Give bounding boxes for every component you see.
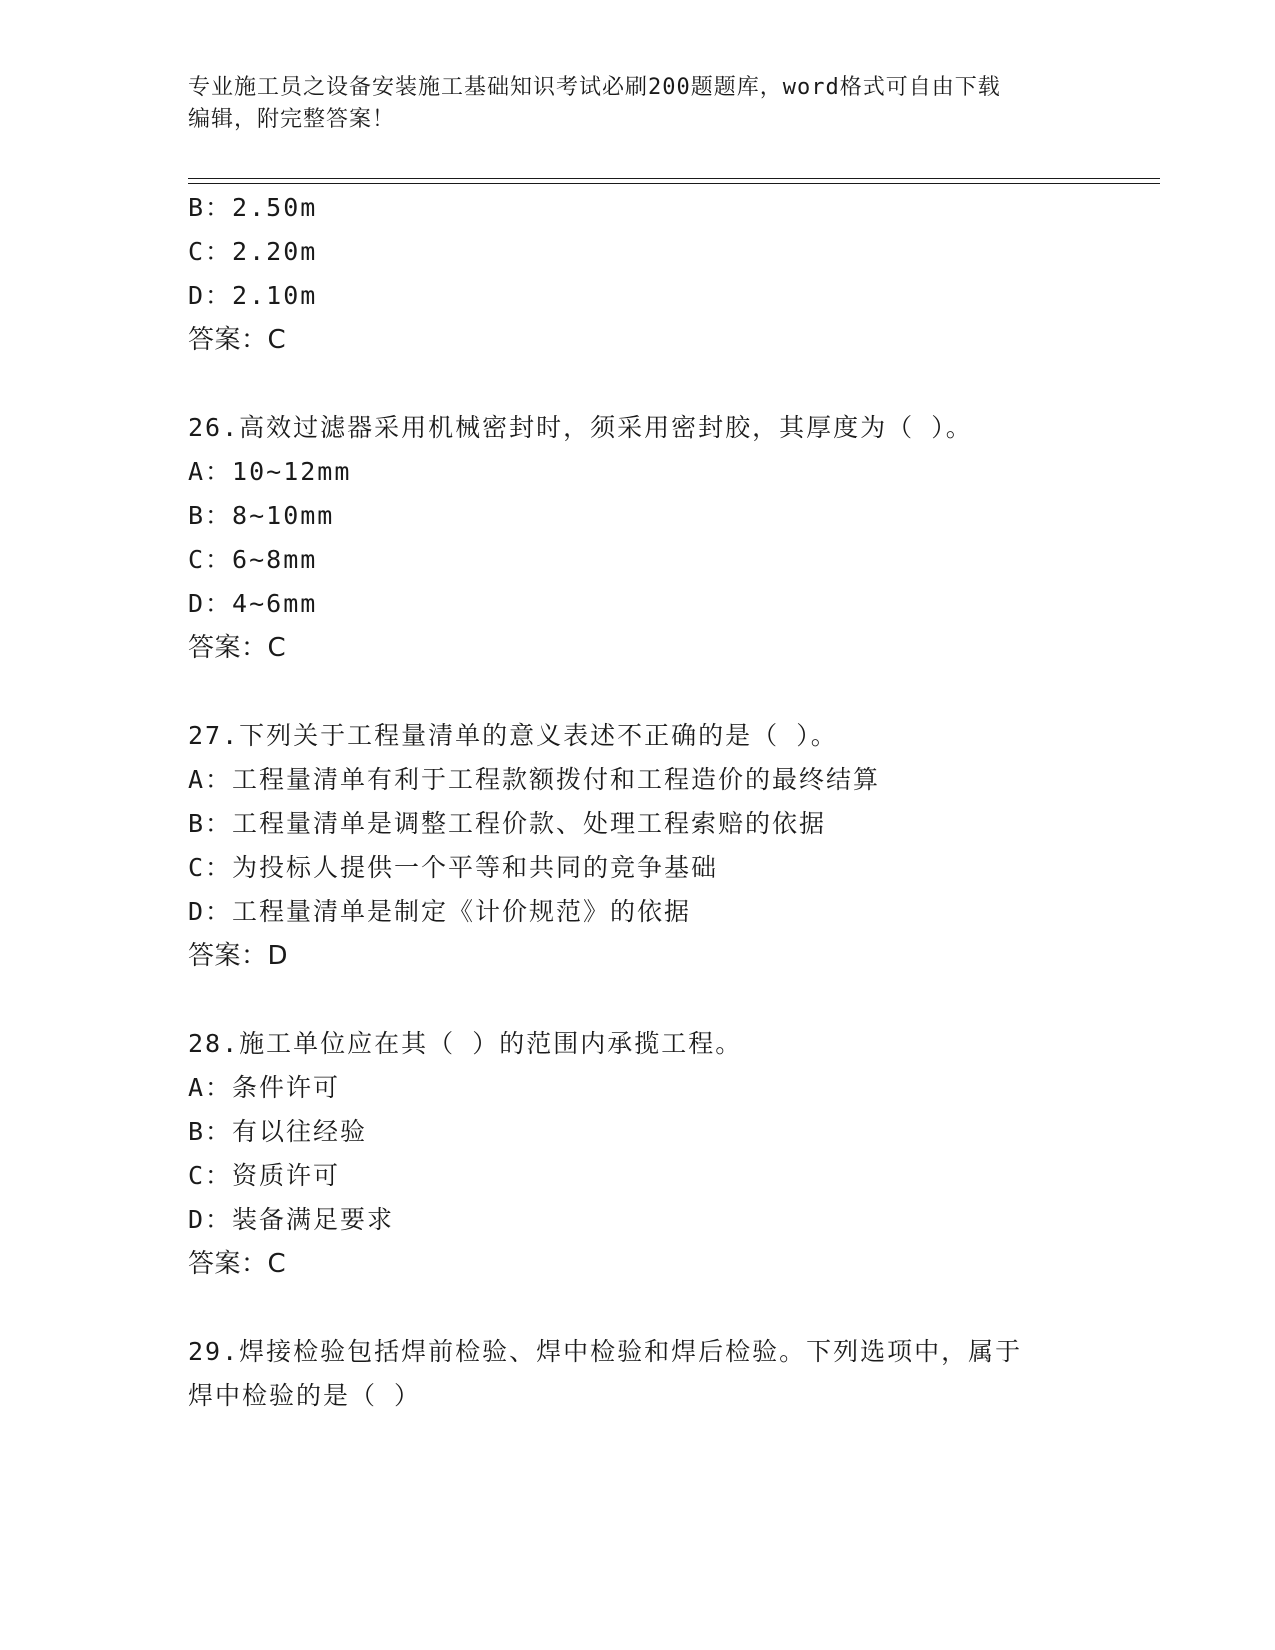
- q29-stem-line1: 29.焊接检验包括焊前检验、焊中检验和焊后检验。下列选项中，属于: [188, 1337, 1023, 1366]
- q26-answer: 答案：C: [188, 633, 287, 663]
- q25-option-d: D：2.10m: [188, 281, 318, 310]
- q27-option-a: A：工程量清单有利于工程款额拨付和工程造价的最终结算: [188, 765, 881, 794]
- q28-option-d: D：装备满足要求: [188, 1205, 395, 1234]
- header-title-line2: 编辑，附完整答案！: [188, 107, 396, 132]
- header-title-line1: 专业施工员之设备安装施工基础知识考试必刷200题题库，word格式可自由下载: [188, 75, 1001, 100]
- q27-option-b: B：工程量清单是调整工程价款、处理工程索赔的依据: [188, 809, 827, 838]
- q28-option-c: C：资质许可: [188, 1161, 341, 1190]
- document-header: [188, 72, 1088, 136]
- q28-answer: 答案：C: [188, 1249, 287, 1279]
- q26-stem: 26.高效过滤器采用机械密封时，须采用密封胶，其厚度为（ ）。: [188, 413, 973, 442]
- q25-answer: 答案：C: [188, 325, 287, 355]
- q28-stem: 28.施工单位应在其（ ）的范围内承揽工程。: [188, 1029, 743, 1058]
- q27-answer: 答案：D: [188, 941, 289, 971]
- header-divider-top: [188, 178, 1160, 179]
- q28-option-a: A：条件许可: [188, 1073, 341, 1102]
- q26-option-b: B：8~10mm: [188, 501, 335, 530]
- q26-option-d: D：4~6mm: [188, 589, 318, 618]
- q26-option-c: C：6~8mm: [188, 545, 318, 574]
- q27-stem: 27.下列关于工程量清单的意义表述不正确的是（ ）。: [188, 721, 838, 750]
- q26-option-a: A：10~12mm: [188, 457, 352, 486]
- q27-option-d: D：工程量清单是制定《计价规范》的依据: [188, 897, 692, 926]
- q25-option-c: C：2.20m: [188, 237, 318, 266]
- q28-option-b: B：有以往经验: [188, 1117, 368, 1146]
- q25-option-b: B：2.50m: [188, 193, 318, 222]
- q27-option-c: C：为投标人提供一个平等和共同的竞争基础: [188, 853, 719, 882]
- header-divider-bottom: [188, 183, 1160, 184]
- q29-stem-line2: 焊中检验的是（ ）: [188, 1381, 422, 1410]
